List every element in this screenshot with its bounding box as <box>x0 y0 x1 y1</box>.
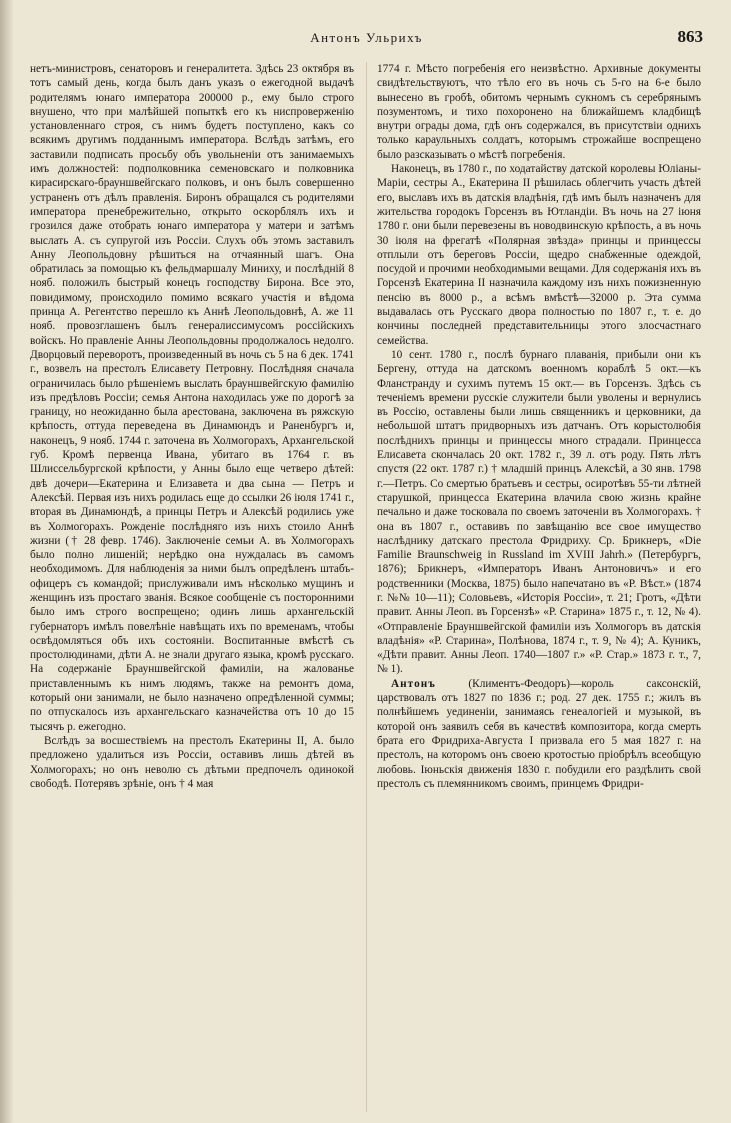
page-header <box>30 27 703 52</box>
entry-antonius <box>377 677 701 791</box>
left-column <box>30 62 354 1112</box>
entry-text: (Климентъ-Феодоръ)—король саксонскій, царствовалъ отъ 1827 по 1836 г.; род. 27 дек. 1755 г.; жилъ въ полнѣйшемъ уединеніи, занимаясь генеалогіей и музыкой, въ которой онъ заявилъ себя въ качествѣ композитора, когда смерть брата его Фридриха-Августа I призвала его 5 мая 1827 г. на престолъ, на которомъ онъ своею кротостью пріобрѣлъ всеобщую любовь. Іюньскія движенія 1830 г. побудили его раздѣлить свой престолъ съ племянникомъ своимъ, принцемъ Фридри- <box>377 677 701 790</box>
binding-shadow <box>0 0 14 1123</box>
right-column <box>377 62 701 1112</box>
page-number: 863 <box>677 27 703 46</box>
running-head: Антонъ Ульрихъ <box>310 30 423 45</box>
left-paragraph-2: Вслѣдъ за восшествіемъ на престолъ Екатерины II, А. было предложено удалиться изъ Россіи, оставивъ лишь дѣтей въ Холмогорахъ; но онъ неволю съ дѣтьми предпочелъ одинокой свободѣ. Потерявъ зрѣніе, онъ † 4 мая <box>30 734 354 790</box>
right-paragraph-3: 10 сент. 1780 г., послѣ бурнаго плаванія, прибыли они къ Бергену, оттуда на датскомъ военномъ кораблѣ 5 окт.—къ Фланстранду и сухимъ путемъ 15 окт.— въ Горсензъ. Здѣсь съ теченіемъ времени русскіе служители были уволены и вернулись въ Россію, оставлены были лишь священникъ и церковники, да небольшой штатъ придворныхъ изъ датчанъ. Отъ корыстолюбія послѣднихъ принцы и принцессы много страдали. Принцесса Елисавета скончалась 20 окт. 1782 г., 39 л. отъ роду. Пять лѣтъ спустя (22 окт. 1787 г.) † младшій принцъ Алексѣй, а 30 янв. 1798 г.—Петръ. Со смертью братьевъ и сестры, осиротѣвъ 55-ти лѣтней старушкой, принцесса Екатерина влачила свою жизнь крайне печально и даже тосковала по своемъ заточеніи въ Холмогорахъ. † она въ 1807 г., оставивъ по завѣщанію все свое имущество наслѣднику датскаго престола Фридриху. Ср. Брикнеръ, «Die Familie Braunschweig in Russland im XVIII Jahrh.» (Петербургъ, 1876); Брикнеръ, «Императоръ Иванъ Антоновичъ» и его родственники (Москва, 1875) было напечатано въ «Р. Вѣст.» (1874 г. №№ 10—11); Соловьевъ, «Исторія Россіи», т. 21; Гротъ, «Дѣти правит. Анны Леоп. въ Горсензѣ» «Р. Старина» 1875 г., т. 12, № 4). «Отправленіе Брауншвейгской фамиліи изъ Холмогоръ въ датскія владѣнія» «Р. Старина», Полѣнова, 1874 г., т. 9, № 4); А. Куникъ, «Дѣти правит. Анны Леоп. 1740—1807 г.» «Р. Стар.» 1873 г. т., 7, № 1). <box>377 348 701 676</box>
entry-headword: Антонъ <box>391 677 436 690</box>
right-paragraph-1: 1774 г. Мѣсто погребенія его неизвѣстно. Архивные документы свидѣтельствуютъ, что тѣло его въ ночь съ 5-го на 6-е было вынесено въ гробѣ, обитомъ чернымъ сукномъ съ серебрянымъ позументомъ, и тихо похоронено на ближайшемъ кладбищѣ внутри ограды дома, гдѣ онъ содержался, въ присутствіи однихъ только караульныхъ солдатъ, которымъ строжайше воспрещено было разсказывать о мѣстѣ погребенія. <box>377 63 701 161</box>
text-columns <box>30 62 701 1112</box>
left-paragraph-1: нетъ-министровъ, сенаторовъ и генералитета. Здѣсь 23 октября въ тотъ самый день, когда былъ данъ указъ о ежегодной выдачѣ родителямъ юнаго императора 200000 р., ему было строго внушено, что при малѣйшей попыткѣ его къ ниспроверженію установленнаго строя, съ нимъ будетъ поступлено, какъ со всякимъ другимъ подданнымъ императора. Вслѣдъ затѣмъ, его заставили подписать просьбу объ увольненіи отъ занимаемыхъ имъ должностей: подполковника семеновскаго и полковника кирасирскаго-брауншвейгскаго полковъ, и онъ былъ совершенно устраненъ отъ дѣлъ правленія. Биронъ обращался съ родителями императора пренебрежительно, открыто оскорблялъ ихъ и грозился даже отобрать юнаго императора у матери и затѣмъ выслать А. съ супругой изъ Россіи. Слухъ объ этомъ заставилъ Анну Леопольдовну рѣшиться на отчаянный шагъ. Она обратилась за помощью къ фельдмаршалу Миниху, и послѣдній 8 нояб. положилъ быстрый конецъ господству Бирона. Все это, повидимому, происходило помимо всякаго участія и вѣдома принца А. Регентство перешло къ Аннѣ Леопольдовнѣ, А. же 11 нояб. провозглашенъ былъ генералиссимусомъ россійскихъ войскъ. Но правленіе Анны Леопольдовны продолжалось недолго. Дворцовый переворотъ, произведенный въ ночь съ 5 на 6 дек. 1741 г., возвелъ на престолъ Елисавету Петровну. Послѣдняя сначала ограничилась было рѣшеніемъ выслать брауншвейгскую фамилію изъ предѣловъ Россіи; семья Антона находилась уже по дорогѣ за границу, но неожиданно была арестована, заключена въ ряжскую крѣпость, оттуда переведена въ Динамюндъ и Раненбургъ и, наконецъ, 9 нояб. 1744 г. заточена въ Холмогорахъ, Архангельской губ. Кромѣ первенца Ивана, убитаго въ 1764 г. въ Шлиссельбургской крѣпости, у Анны было еще четверо дѣтей: двѣ дочери—Екатерина и Елизавета и два сына — Петръ и Алексѣй. Первая изъ нихъ родилась еще до ссылки 26 іюля 1741 г., вторая въ Динамюндѣ, а принцы Петръ и Алексѣй родились уже въ Холмогорахъ. Рожденіе послѣдняго изъ нихъ стоило Аннѣ жизни († 28 февр. 1746). Заключеніе семьи А. въ Холмогорахъ было полно лишеній; нерѣдко она нуждалась въ самомъ необходимомъ. Для наблюденія за ними былъ опредѣленъ штабъ-офицеръ съ командой; прислуживали имъ нѣсколько мущинъ и женщинъ изъ простаго званія. Всякое сообщеніе съ посторонними было имъ строго воспрещено; одинъ лишь архангельскій губернаторъ имѣлъ повелѣніе навѣщать ихъ по временамъ, чтобы освѣдомляться объ ихъ состояніи. Воспитанные вмѣстѣ съ простолюдинами, дѣти А. не знали другаго языка, кромѣ русскаго. На содержаніе Брауншвейгской фамиліи, на жалованье приставленнымъ къ нимъ людямъ, также на ремонтъ дома, который они занимали, не было назначено опредѣленной суммы; по отпускалось изъ архангельскаго казначейства отъ 10 до 15 тысячъ р. ежегодно. <box>30 63 354 733</box>
column-divider <box>366 62 367 1112</box>
right-paragraph-2: Наконецъ, въ 1780 г., по ходатайству датской королевы Юліаны-Маріи, сестры А., Екатерина II рѣшилась облегчить участь дѣтей его, выславъ ихъ въ датскія владѣнія, гдѣ имъ былъ назначенъ для жительства городокъ Горсензъ въ Ютландіи. Въ ночь на 27 іюня 1780 г. они были перевезены въ новодвинскую крѣпость, а въ ночь 30 іюля на фрегатѣ «Полярная звѣзда» принцы и принцессы отплыли отъ береговъ Россіи, щедро снабженные одеждой, посудой и прочими необходимыми вещами. Для содержанія ихъ въ Горсензѣ Екатерина II назначила каждому изъ нихъ пожизненную пенсію въ 8000 р., а всѣмъ вмѣстѣ—32000 р. Эта сумма выдавалась отъ Русскаго двора полностью по 1807 г., т. е. до кончины последней представительницы этого злосчастнаго семейства. <box>377 163 701 347</box>
